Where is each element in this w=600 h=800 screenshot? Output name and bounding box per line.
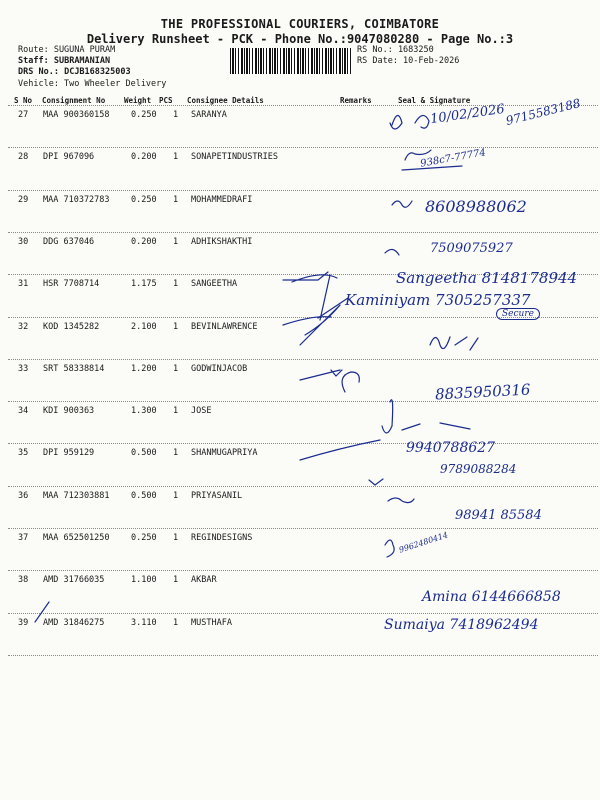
route: Route: SUGUNA PURAM bbox=[18, 45, 116, 55]
row-sno: 27 bbox=[18, 110, 29, 120]
col-pcs: PCS bbox=[159, 96, 173, 105]
row-consignment: KOD 1345282 bbox=[43, 322, 100, 332]
staff-name: SUBRAMANIAN bbox=[53, 56, 111, 67]
handwritten-phone-35b: 9789088284 bbox=[440, 462, 517, 476]
row-consignee: SARANYA bbox=[191, 110, 227, 120]
row-consignment: DPI 967096 bbox=[43, 152, 95, 162]
row-consignment: MAA 710372783 bbox=[43, 195, 110, 205]
row-weight: 1.300 bbox=[131, 406, 157, 416]
handwritten-phone-29: 8608988062 bbox=[425, 197, 527, 216]
col-consignee: Consignee Details bbox=[187, 96, 264, 105]
row-consignment: MAA 712303881 bbox=[43, 491, 110, 501]
runsheet-title: THE PROFESSIONAL COURIERS, COIMBATORE bbox=[160, 17, 440, 31]
row-sno: 30 bbox=[18, 237, 29, 247]
row-pcs: 1 bbox=[173, 575, 179, 585]
row-consignee: SHANMUGAPRIYA bbox=[191, 448, 258, 458]
row-weight: 2.100 bbox=[131, 322, 157, 332]
row-consignee: AKBAR bbox=[191, 575, 217, 585]
row-weight: 1.175 bbox=[131, 279, 157, 289]
handwritten-sig-39: Sumaiya 7418962494 bbox=[384, 617, 539, 633]
row-pcs: 1 bbox=[173, 195, 179, 205]
handwritten-sig-31: Sangeetha 8148178944 bbox=[396, 269, 578, 287]
row-consignment: DPI 959129 bbox=[43, 448, 95, 458]
row-consignee: GODWINJACOB bbox=[191, 364, 248, 374]
vehicle: Vehicle: Two Wheeler Delivery bbox=[18, 78, 167, 89]
rs-number: RS No.: 1683250 bbox=[357, 45, 434, 55]
row-sno: 28 bbox=[18, 152, 29, 162]
handwritten-sig-32: Kaminiyam 7305257337 bbox=[345, 291, 531, 309]
row-consignment: MAA 652501250 bbox=[43, 533, 110, 543]
row-weight: 0.250 bbox=[131, 533, 157, 543]
col-sno: S No bbox=[14, 96, 33, 105]
col-seal: Seal & Signature bbox=[398, 96, 471, 105]
row-sno: 37 bbox=[18, 533, 29, 543]
row-consignment: AMD 31846275 bbox=[43, 618, 105, 628]
row-weight: 1.100 bbox=[131, 575, 157, 585]
row-consignment: HSR 7708714 bbox=[43, 279, 100, 289]
row-pcs: 1 bbox=[173, 618, 179, 628]
handwritten-date-27: 10/02/2026 bbox=[429, 101, 506, 128]
row-pcs: 1 bbox=[173, 448, 179, 458]
row-consignee: ADHIKSHAKTHI bbox=[191, 237, 253, 247]
runsheet-subtitle: Delivery Runsheet - PCK - Phone No.:9047080280 - Page No.:3 bbox=[86, 32, 514, 46]
row-weight: 1.200 bbox=[131, 364, 157, 374]
handwritten-secure-note: Secure bbox=[496, 308, 540, 320]
row-consignment: AMD 31766035 bbox=[43, 575, 105, 585]
row-sno: 29 bbox=[18, 195, 29, 205]
row-pcs: 1 bbox=[173, 152, 179, 162]
row-sno: 36 bbox=[18, 491, 29, 501]
row-pcs: 1 bbox=[173, 364, 179, 374]
row-consignee: REGINDESIGNS bbox=[191, 533, 253, 543]
row-sno: 35 bbox=[18, 448, 29, 458]
row-weight: 0.200 bbox=[131, 152, 157, 162]
row-weight: 0.250 bbox=[131, 110, 157, 120]
handwritten-phone-35a: 9940788627 bbox=[406, 440, 496, 456]
handwritten-sig-38: Amina 6144666858 bbox=[422, 589, 561, 605]
handwritten-phone-33: 8835950316 bbox=[434, 380, 531, 404]
col-weight: Weight bbox=[124, 96, 152, 105]
row-sno: 31 bbox=[18, 279, 29, 289]
row-pcs: 1 bbox=[173, 406, 179, 416]
row-sno: 38 bbox=[18, 575, 29, 585]
staff-label: Staff: bbox=[18, 56, 49, 67]
rs-date: RS Date: 10-Feb-2026 bbox=[357, 56, 460, 67]
row-consignee: MOHAMMEDRAFI bbox=[191, 195, 253, 205]
row-consignee: PRIYASANIL bbox=[191, 491, 243, 501]
row-consignee: JOSE bbox=[191, 406, 212, 416]
handwritten-phone-37: 9962480414 bbox=[397, 530, 450, 555]
row-consignment: DDG 637046 bbox=[43, 237, 95, 247]
col-consignment: Consignment No bbox=[42, 96, 106, 105]
row-pcs: 1 bbox=[173, 237, 179, 247]
drs-number: DCJB168325003 bbox=[64, 67, 131, 78]
drs-label: DRS No.: bbox=[18, 67, 59, 78]
row-pcs: 1 bbox=[173, 491, 179, 501]
row-sno: 33 bbox=[18, 364, 29, 374]
row-pcs: 1 bbox=[173, 322, 179, 332]
row-sno: 39 bbox=[18, 618, 29, 628]
row-pcs: 1 bbox=[173, 533, 179, 543]
handwritten-phone-27: 9715583188 bbox=[504, 95, 582, 129]
handwritten-phone-28: 938c7-77774 bbox=[419, 147, 487, 170]
row-consignment: MAA 900360158 bbox=[43, 110, 110, 120]
row-pcs: 1 bbox=[173, 110, 179, 120]
row-consignment: KDI 900363 bbox=[43, 406, 95, 416]
row-sno: 32 bbox=[18, 322, 29, 332]
row-consignee: MUSTHAFA bbox=[191, 618, 232, 628]
row-consignment: SRT 58338814 bbox=[43, 364, 105, 374]
row-sno: 34 bbox=[18, 406, 29, 416]
row-weight: 0.250 bbox=[131, 195, 157, 205]
handwritten-phone-36: 98941 85584 bbox=[455, 508, 542, 523]
row-weight: 0.500 bbox=[131, 448, 157, 458]
row-weight: 0.200 bbox=[131, 237, 157, 247]
row-weight: 3.110 bbox=[131, 618, 157, 628]
row-consignee: SANGEETHA bbox=[191, 279, 238, 289]
col-remarks: Remarks bbox=[340, 96, 372, 105]
handwritten-phone-30: 7509075927 bbox=[430, 241, 513, 256]
row-weight: 0.500 bbox=[131, 491, 157, 501]
row-consignee: BEVINLAWRENCE bbox=[191, 322, 258, 332]
row-consignee: SONAPETINDUSTRIES bbox=[191, 152, 278, 162]
row-pcs: 1 bbox=[173, 279, 179, 289]
